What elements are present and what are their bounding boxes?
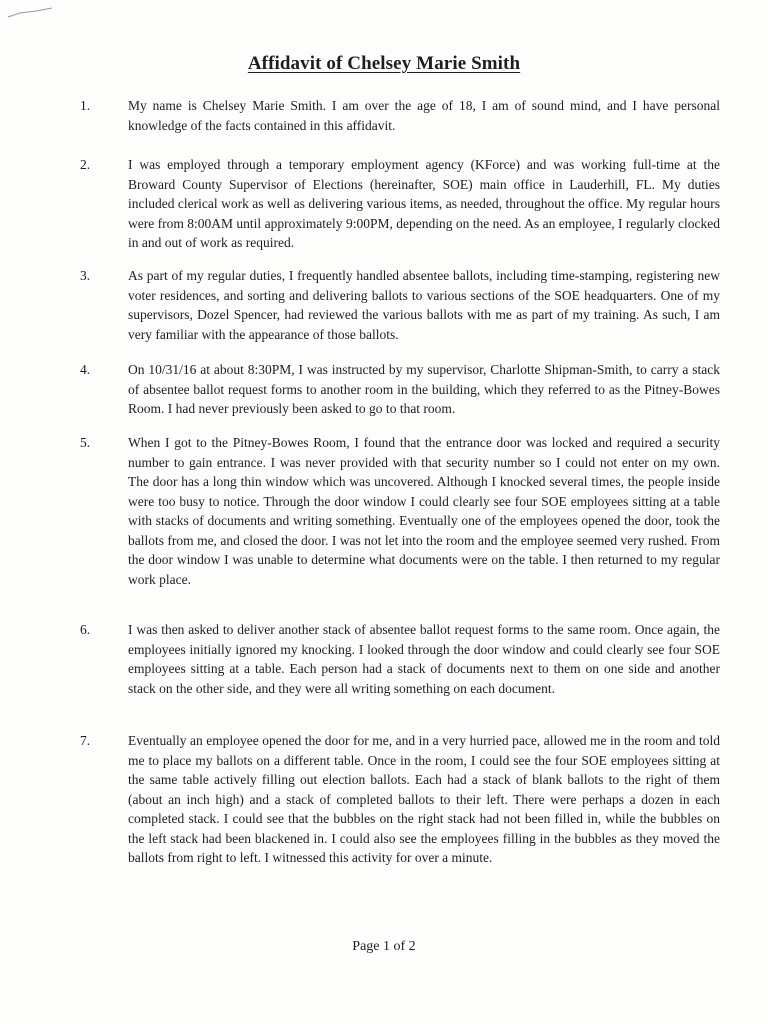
scan-mark-icon <box>6 6 54 20</box>
paragraph-text: My name is Chelsey Marie Smith. I am over the age of 18, I am of sound mind, and I have personal knowledge of the facts contained in this affidavit. <box>128 98 720 133</box>
paragraph-number: 7. <box>80 733 91 748</box>
paragraph-text: I was employed through a temporary employment agency (KForce) and was working full-time at the Broward County Supervisor of Elections (hereinafter, SOE) main office in Lauderhill, FL. My duties included clerical work as well as delivering various items, as needed, throughout the office. My regular hours were from 8:00AM until approximately 9:00PM, depending on the need. As an employee, I regularly clocked in and out of work as required. <box>128 157 720 250</box>
paragraph-number: 4. <box>80 362 91 377</box>
document-title: Affidavit of Chelsey Marie Smith <box>247 53 521 74</box>
paragraph-number: 6. <box>80 622 91 637</box>
page-number: Page 1 of 2 <box>352 939 416 954</box>
paragraph-number: 1. <box>80 98 91 113</box>
paragraph-text: Eventually an employee opened the door for me, and in a very hurried pace, allowed me in the room and told me to place my ballots on a different table. Once in the room, I could see the four SOE employees sitting at the same table actively filling out election ballots. Each had a stack of blank ballots to the right of them (about an inch high) and a stack of completed ballots to their left. There were perhaps a dozen in each completed stack. I could see that the bubbles on the right stack had not been filled in, while the bubbles on the left stack had been blackened in. I could also see the employees filling in the bubbles as they moved the ballots from right to left. I witnessed this activity for over a minute. <box>128 733 720 865</box>
paragraph-text: On 10/31/16 at about 8:30PM, I was instructed by my supervisor, Charlotte Shipman-Smith, to carry a stack of absentee ballot request forms to another room in the building, which they referred to as the Pitney-Bowes Room. I had never previously been asked to go to that room. <box>128 362 720 416</box>
paragraph-number: 5. <box>80 435 91 450</box>
paragraph-number: 3. <box>80 268 91 283</box>
paragraph-number: 2. <box>80 157 91 172</box>
paragraph-text: As part of my regular duties, I frequently handled absentee ballots, including time-stamping, registering new voter residences, and sorting and delivering ballots to various sections of the SOE headquarters. One of my supervisors, Dozel Spencer, had reviewed the various ballots with me as part of my training. As such, I am very familiar with the appearance of those ballots. <box>128 268 720 342</box>
paragraph-text: I was then asked to deliver another stack of absentee ballot request forms to the same room. Once again, the employees initially ignored my knocking. I looked through the door window and could clearly see four SOE employees sitting at a table. Each person had a stack of documents next to them on one side and another stack on the other side, and they were all writing something on each document. <box>128 622 720 696</box>
paragraph-text: When I got to the Pitney-Bowes Room, I found that the entrance door was locked and required a security number to gain entrance. I was never provided with that security number so I could not enter on my own. The door has a long thin window which was uncovered. Although I knocked several times, the people inside were too busy to notice. Through the door window I could clearly see four SOE employees sitting at a table with stacks of documents and writing something. Eventually one of the employees opened the door, took the ballots from me, and closed the door. I was not let into the room and the employee seemed very rushed. From the door window I was unable to determine what documents were on the table. I then returned to my regular work place. <box>128 435 720 587</box>
